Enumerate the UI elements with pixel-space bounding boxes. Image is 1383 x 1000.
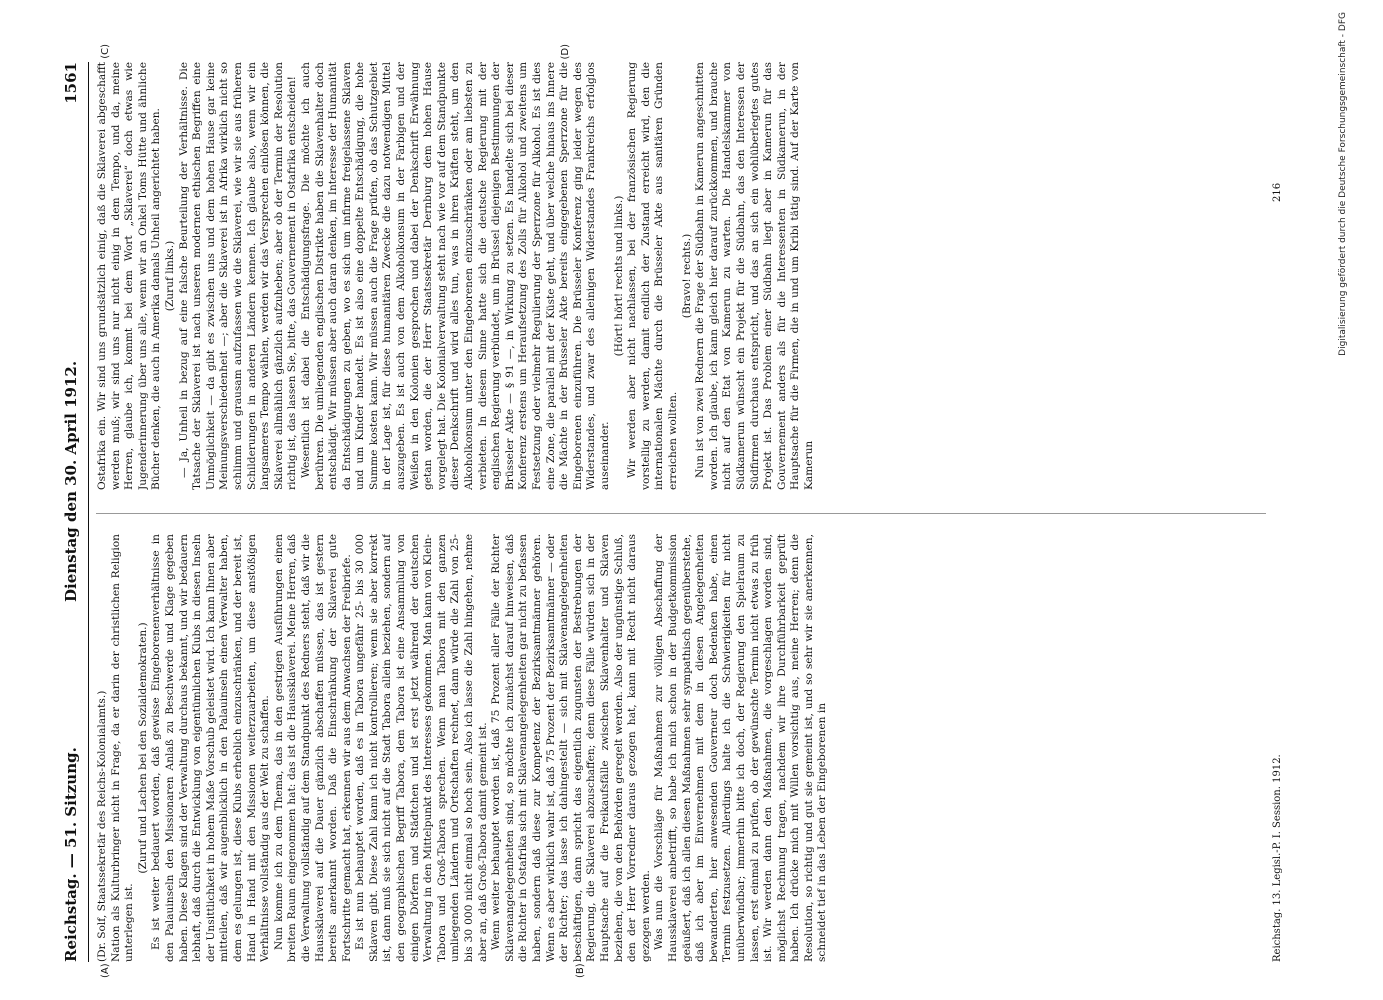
- paragraph: Wenn weiter behauptet worden ist, daß 75 Prozent aller Fälle der Richter Sklavenangelegenheiten sind, so möchte ich zunächst darauf hinweisen, daß die Richter in Ostafrika sich mit Sklavenangelegenheiten gar nicht zu befassen haben, sondern daß diese zur Kompetenz der Bezirksamtmänner gehören. Wenn es aber wirklich wahr ist, daß 75 Prozent der Bezirksamtmänner — oder der Richter; das lasse ich dahingestellt — sich mit Sklavenangelegenheiten beschäftigen, dann spricht das eigentlich zugunsten der Bestrebungen der Regierung, die Sklaverei abzuschaffen; denn diese Fälle würden sich in der Hauptsache auf die Freikaufsfälle zwischen Sklavenhalter und Sklaven beziehen, die von den Behörden geregelt werden. Also der ungünstige Schluß, den der Herr Vorredner daraus gezogen hat, kann mit Recht nicht daraus gezogen werden.: [490, 534, 652, 962]
- margin-mark-c: (C): [100, 44, 111, 59]
- margin-mark-b: (B): [575, 963, 586, 978]
- margin-mark-a: (A): [100, 963, 111, 978]
- paragraph: (Zuruf links.): [163, 240, 176, 312]
- paragraph: Wir werden aber nicht nachlassen, bei der französischen Regierung vorstellig zu werden, damit endlich der Zustand erreicht wird, den die internationalen Mächte durch die Brüsseler Akte aus sanitären Gründen erreichen wollten.: [626, 62, 679, 490]
- digitization-note: Digitalisierung gefördert durch die Deutsche Forschungsgemeinschaft - DFG: [1338, 12, 1348, 356]
- paragraph: Nun komme ich zu dem Thema, das in den gestrigen Ausführungen einen breiten Raum eingenommen hat: das ist die Haussklaverei. Meine Herren, daß die Verwaltung vollständig auf dem Standpunkt des Redners steht, daß wir die Haussklaverei auf die Dauer gänzlich abschaffen müssen, das ist gestern bereits anerkannt worden. Daß die Einschränkung der Sklaverei gute Fortschritte gemacht hat, erkennen wir aus dem Anwachsen der Freibriefe.: [272, 534, 353, 962]
- header-date: Dienstag den 30. April 1912.: [62, 360, 80, 602]
- header-session: Reichstag. — 51. Sitzung.: [62, 747, 80, 962]
- paragraph: Was nun die Vorschläge für Maßnahmen zur völligen Abschaffung der Haussklaverei anbetrifft, so habe ich mich schon in der Budgetkommission geäußert, daß ich allen diesen Maßnahmen sehr sympathisch gegenüberstehe, daß ich aber im Einvernehmen mit dem in diesen Angelegenheiten bewanderten, hier anwesenden Gouverneur doch Bedenken habe, einen Termin festzusetzen. Allerdings halte ich die Schwierigkeiten für nicht unüberwindbar; immerhin bitte ich doch, der Regierung den Spielraum zu lassen, erst einmal zu prüfen, ob der gewünschte Termin nicht etwas zu früh ist. Wir werden dann den Maßnahmen, die vorgeschlagen worden sind, möglichst Rechnung tragen, nachdem wir ihre Durchführbarkeit geprüft haben. Ich drücke mich mit Willen vorsichtig aus, meine Herren; denn die Resolution, so richtig und gut sie gemeint ist, und so sehr wir sie anerkennen, schneidet tief in das Leben der Eingeborenen in: [653, 534, 829, 962]
- paragraph: Es ist nun behauptet worden, daß es in Tabora ungefähr 25- bis 30 000 Sklaven gibt. Diese Zahl kann ich nicht kontrollieren; wenn sie aber korrekt ist, dann muß sie sich nicht auf die Stadt Tabora allein beziehen, sondern auf den geographischen Begriff Tabora, dem Tabora ist eine Ansammlung von einigen Dörfern und Städtchen und ist erst jetzt während der deutschen Verwaltung in den Mittelpunkt des Interesses gekommen. Man kann von Klein-Tabora und Groß-Tabora sprechen. Wenn man Tabora mit den ganzen umliegenden Ländern und Ortschaften rechnet, dann würde die Zahl von 25- bis 30 000 nicht einmal so hoch sein. Also ich lasse die Zahl hingehen, nehme aber an, daß Groß-Tabora damit gemeint ist.: [354, 534, 489, 962]
- paragraph: (Zuruf und Lachen bei den Sozialdemokraten.): [136, 622, 149, 874]
- footer-sheet-number: 216: [1272, 182, 1283, 202]
- paragraph: (Dr. Solf, Staatssekretär des Reichs-Kolonialamts.): [96, 690, 108, 962]
- paragraph: (Hört! hört! rechts und links.): [612, 195, 625, 357]
- paragraph: (Bravo! rechts.): [680, 233, 693, 319]
- paragraph: Nun ist von zwei Rednern die Frage der Südbahn in Kamerun angeschnitten worden. Ich glaube, ich kann gleich hier darauf zurückkommen, und brauche nicht auf den Etat von Kamerun zu warten. Die Handelskammer von Südkamerun wünscht ein Projekt für die Südbahn, das den Interessen der Südfirmen durchaus entspricht, und das an sich ein wohlüberlegtes gutes Projekt ist. Das Problem einer Südbahn liegt aber in Kamerun für das Gouvernement anders als für die Interessenten in Südkamerun, in der Hauptsache für die Firmen, die in und um Kribi tätig sind. Auf der Karte von Kamerun: [694, 62, 815, 490]
- paragraph: Nation als Kulturbringer nicht in Frage, da er darin der christlichen Religion unterlegen ist.: [109, 534, 136, 962]
- paragraph: — Ja, Unheil in bezug auf eine falsche Beurteilung der Verhältnisse. Die Tatsache der Sklaverei ist nach unseren modernen ethischen Begriffen eine Unmöglichkeit — da gibt es zwischen uns und dem hohen Hause gar keine Meinungsverschiedenheit —; aber die Sklaverei ist in Afrika wirklich nicht so schlimm und grausam aufzufassen wie die Sklaverei, wie wir sie aus früheren Schilderungen in anderen Ländern kennen. Ich glaube also, wenn wir ein langsameres Tempo wählen, werden wir das Versprechen einlösen können, die Sklaverei allmählich gänzlich aufzuheben; aber ob der Termin der Resolution richtig ist, das lassen Sie, bitte, das Gouvernement in Ostafrika entscheiden!: [177, 62, 299, 490]
- paragraph: Ostafrika ein. Wir sind uns grundsätzlich einig, daß die Sklaverei abgeschafft werden muß; wir sind uns nur nicht einig in dem Tempo, und da, meine Herren, glaube ich, kommt bei dem Wort „Sklaverei“ doch etwas wie Jugenderinnerung über uns alle, wenn wir an Onkel Toms Hütte und ähnliche Bücher denken, die auch in Amerika damals Unheil angerichtet haben.: [96, 62, 163, 490]
- header-page-number: 1561: [62, 62, 80, 104]
- paragraph: Wesentlich ist dabei die Entschädigungsfrage. Die möchte ich auch berühren. Die umliegenden englischen Distrikte haben die Sklavenhalter doch entschädigt. Wir müssen aber auch daran denken, im Interesse der Humanität da Entschädigungen zu geben, wo es sich um infirme freigelassene Sklaven und um Kinder handelt. Es ist also eine doppelte Entschädigung, die hohe Summe kosten kann. Wir müssen auch die Frage prüfen, ob das Schutzgebiet in der Lage ist, für diese humanitären Zwecke die dazu notwendigen Mittel auszugeben. Es ist auch von dem Alkoholkonsum in der Farbigen und der Weißen in den Kolonien gesprochen und dabei der Denkschrift Erwähnung getan worden, die der Herr Staatssekretär Dernburg dem hohen Hause vorgelegt hat. Die Kolonialverwaltung steht nach wie vor auf dem Standpunkte dieser Denkschrift und wird alles tun, was in ihren Kräften steht, um den Alkoholkonsum unter den Eingeborenen einzuschränken oder am liebsten zu verbieten. In diesem Sinne hatte sich die deutsche Regierung mit der englischen Regierung verbündet, um in Brüssel diejenigen Bestimmungen der Brüsseler Akte — § 91 —, in Wirkung zu setzen. Es handelte sich bei dieser Konferenz erstens um Heraufsetzung des Zolls für Alkohol und zweitens um Festsetzung oder vielmehr Regulierung der Sperrzone für Alkohol. Es ist dies eine Zone, die parallel mit der Küste geht, und über welche hinaus ins Innere die Mächte in der Brüsseler Akte bereits eingegebenen Sperrzone für die Eingeborenen einzuführen. Die Brüsseler Konferenz ging leider wegen des Widerstandes, und zwar des alleinigen Widerstandes Frankreichs erfolglos auseinander.: [299, 62, 611, 490]
- margin-mark-d: (D): [560, 44, 571, 60]
- paragraph: Es ist weiter bedauert worden, daß gewisse Eingeborenenverhältnisse in den Palauinseln den Missionaren Anlaß zu Beschwerde und Klage gegeben haben. Diese Klagen sind der Verwaltung durchaus bekannt, und wir bedauern lebhaft, daß durch die Entwicklung von eigentümlichen Klubs in diesen Inseln der Unsittlichkeit in hohem Maße Vorschub geleistet wird. Ich kann Ihnen aber mitteilen, daß wir augenblicklich in den Palauinseln einen Verwalter haben, dem es gelungen ist, diese Klubs erheblich einzuschränken, und der bereit ist, Hand in Hand mit den Missionen weiterzuarbeiten, um diese anstößigen Verhältnisse vollständig aus der Welt zu schaffen.: [150, 534, 272, 962]
- footer-legislature: Reichstag. 13. Legisl.-P. I. Session. 1912.: [1272, 754, 1283, 962]
